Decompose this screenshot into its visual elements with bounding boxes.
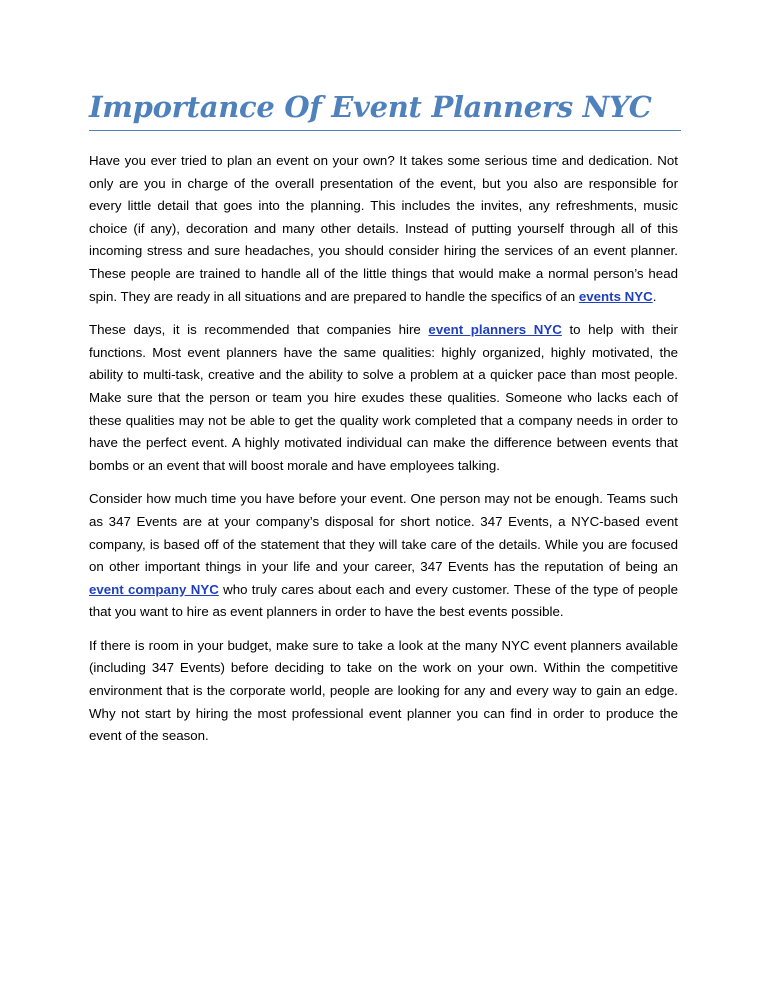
- paragraph-1: [89, 150, 678, 308]
- event-company-nyc-link[interactable]: event company NYC: [89, 581, 219, 597]
- document-title: Importance Of Event Planners NYC: [89, 90, 652, 124]
- paragraph-2: [89, 319, 678, 477]
- title-underline: [89, 130, 681, 131]
- document-body: [89, 150, 678, 759]
- paragraph-4: If there is room in your budget, make sure to take a look at the many NYC event planners available (including 347 Events) before deciding to take on the work on your own. Within the competitive environment that is the corporate world, people are looking for any and every way to gain an edge. Why not start by hiring the most professional event planner you can find in order to produce the event of the season.: [89, 637, 678, 744]
- paragraph-3-text-after: who truly cares about each and every customer. These of the type of people that you want to hire as event planners in order to have the best events possible.: [89, 581, 678, 620]
- paragraph-2-text-after: to help with their functions. Most event planners have the same qualities: highly organized, highly motivated, the ability to multi-task, creative and the ability to solve a problem at a quicker pace than most people. Make sure that the person or team you hire exudes these qualities. Someone who lacks each of these qualities may not be able to get the quality work completed that a company needs in order to have the perfect event. A highly motivated individual can make the difference between events that bombs or an event that will boost morale and have employees talking.: [89, 322, 678, 473]
- event-planners-nyc-link[interactable]: event planners NYC: [428, 322, 562, 338]
- paragraph-1-text-after: .: [652, 288, 657, 304]
- paragraph-1-text-before: Have you ever tried to plan an event on your own? It takes some serious time and dedication. Not only are you in charge of the overall presentation of the event, but you also are responsible for every little detail that goes into the planning. This includes the invites, any refreshments, music choice (if any), decoration and many other details. Instead of putting yourself through all of this incoming stress and sure headaches, you should consider hiring the services of an event planner. These people are trained to handle all of the little things that would make a normal person’s head spin. They are ready in all situations and are prepared to handle the specifics of an: [89, 153, 678, 304]
- paragraph-3: [89, 488, 678, 624]
- paragraph-2-text-before: These days, it is recommended that companies hire: [89, 322, 429, 338]
- events-nyc-link[interactable]: events NYC: [578, 288, 653, 304]
- paragraph-3-text-before: Consider how much time you have before your event. One person may not be enough. Teams such as 347 Events are at your company’s disposal for short notice. 347 Events, a NYC-based event company, is based off of the statement that they will take care of the details. While you are focused on other important things in your life and your career, 347 Events has the reputation of being an: [89, 491, 678, 575]
